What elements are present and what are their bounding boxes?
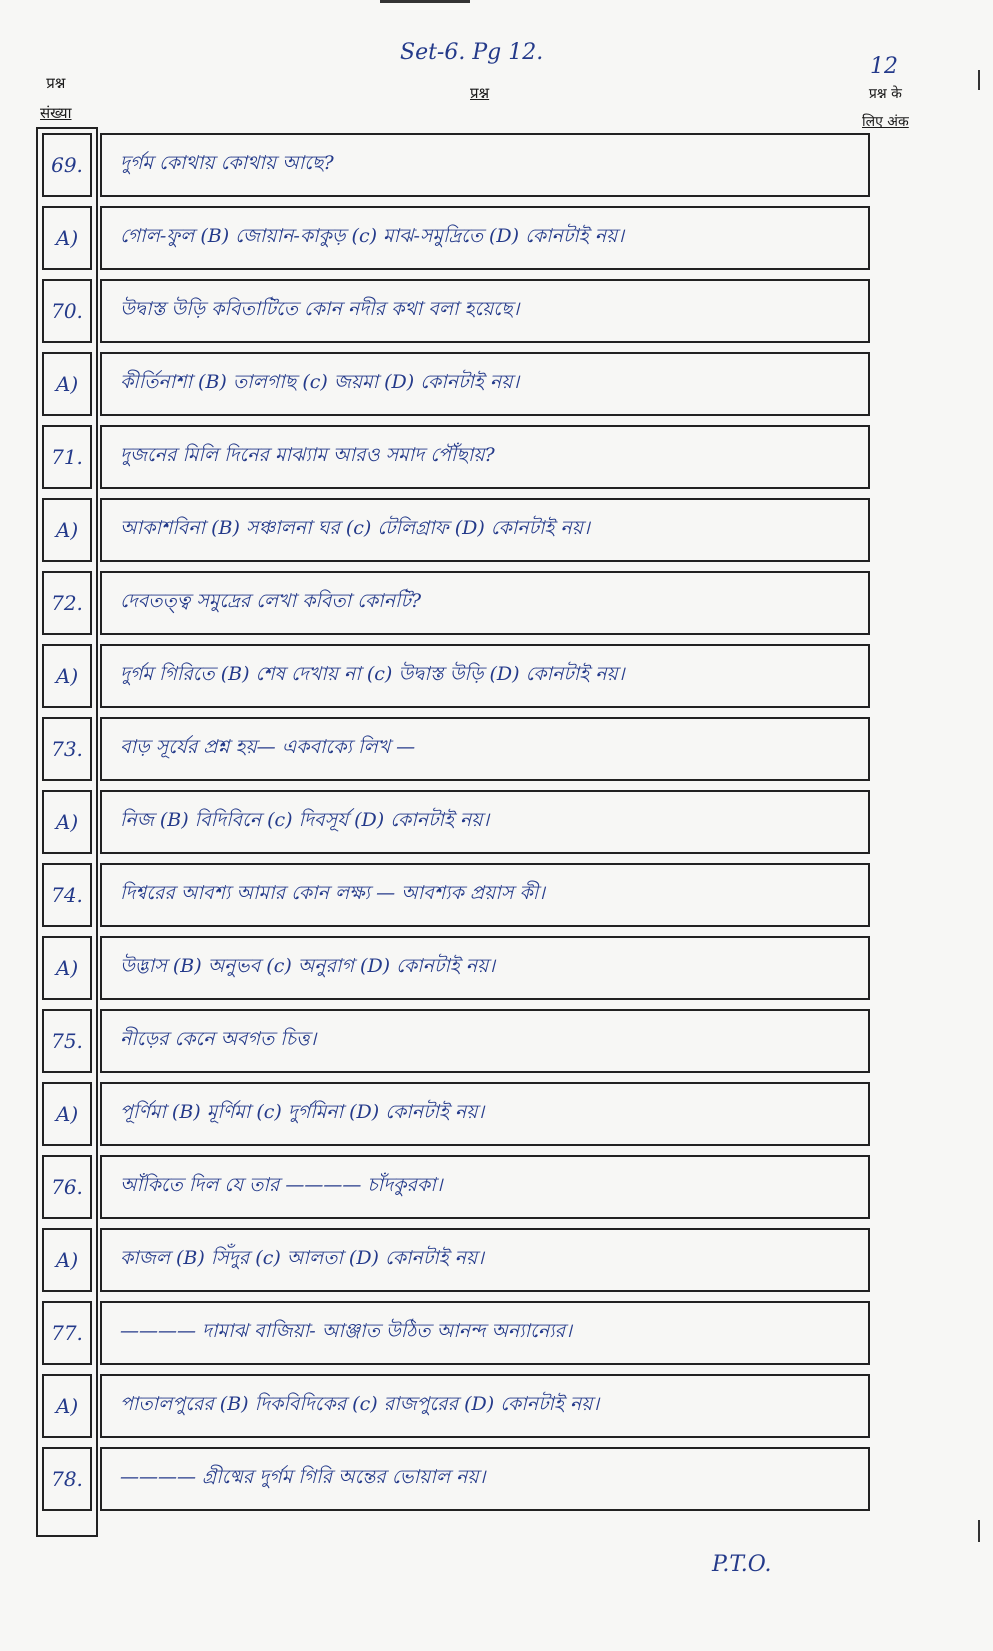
header-right-line1: प्रश्न के xyxy=(868,86,902,102)
question-number-cell: A) xyxy=(42,352,92,416)
question-number-header xyxy=(40,68,72,128)
header-left-line2: संख्या xyxy=(40,104,72,122)
marks-header xyxy=(862,80,909,136)
answer-line: দুজনের মিলি দিনের মাঝ্যাম আরও সমাদ পৌঁছায়? xyxy=(100,425,870,489)
footer-mark: P.T.O. xyxy=(712,1552,772,1577)
set-label: Set-6. Pg 12. xyxy=(400,40,544,65)
question-number-cell: 76. xyxy=(42,1155,92,1219)
margin-mark xyxy=(978,1520,980,1542)
answer-line: দুর্গম গিরিতে (B) শেষ দেখায় না (c) উদ্বাস্ত উড়ি (D) কোনটাই নয়। xyxy=(100,644,870,708)
question-number-cell: 69. xyxy=(42,133,92,197)
question-number-cell: 71. xyxy=(42,425,92,489)
answer-line: দুর্গম কোথায় কোথায় আছে? xyxy=(100,133,870,197)
question-number-cell: A) xyxy=(42,498,92,562)
answer-line: উদ্বাস্ত উড়ি কবিতাটিতে কোন নদীর কথা বলা হয়েছে। xyxy=(100,279,870,343)
question-number-cell: 72. xyxy=(42,571,92,635)
question-number-cell: A) xyxy=(42,1082,92,1146)
question-number-cell: A) xyxy=(42,644,92,708)
margin-mark xyxy=(978,70,980,90)
answer-line: কাজল (B) সিঁদুর (c) আলতা (D) কোনটাই নয়। xyxy=(100,1228,870,1292)
question-number-cell: 74. xyxy=(42,863,92,927)
answer-line: নিজ (B) বিদিবিনে (c) দিবসূর্য (D) কোনটাই নয়। xyxy=(100,790,870,854)
answer-line: দেবতত্ত্ব সমুদ্রের লেখা কবিতা কোনটি? xyxy=(100,571,870,635)
answer-line: ———— দামাঝ বাজিয়া- আঞ্জাত উঠিত আনন্দ অন্যান্যের। xyxy=(100,1301,870,1365)
answer-line: উদ্ভাস (B) অনুভব (c) অনুরাগ (D) কোনটাই নয়। xyxy=(100,936,870,1000)
question-number-cell: A) xyxy=(42,790,92,854)
answer-line: আঁকিতে দিল যে তার ———— চাঁদকুরকা। xyxy=(100,1155,870,1219)
question-number-cell: 73. xyxy=(42,717,92,781)
question-number-cell: A) xyxy=(42,936,92,1000)
question-number-cell: 75. xyxy=(42,1009,92,1073)
answer-line: কীর্তিনাশা (B) তালগাছ (c) জয়মা (D) কোনটাই নয়। xyxy=(100,352,870,416)
question-number-cell: A) xyxy=(42,1228,92,1292)
answer-line: গোল-ফুল (B) জোয়ান-কাকুড় (c) মাঝ-সমুদ্রিতে (D) কোনটাই নয়। xyxy=(100,206,870,270)
question-number-cell: 70. xyxy=(42,279,92,343)
answer-line: নীড়ের কেনে অবগত চিত্ত। xyxy=(100,1009,870,1073)
answer-line: ———— গ্রীষ্মের দুর্গম গিরি অন্তের ভোয়াল নয়। xyxy=(100,1447,870,1511)
question-number-cell: A) xyxy=(42,1374,92,1438)
answer-line: আকাশবিনা (B) সঞ্চালনা ঘর (c) টেলিগ্রাফ (D) কোনটাই নয়। xyxy=(100,498,870,562)
top-edge-mark xyxy=(380,0,470,3)
answer-line: দিশ্বরের আবশ্য আমার কোন লক্ষ্য — আবশ্যক প্রয়াস কী। xyxy=(100,863,870,927)
question-header: प्रश्न xyxy=(470,84,490,102)
answer-line: পূর্ণিমা (B) মূর্ণিমা (c) দুর্গমিনা (D) কোনটাই নয়। xyxy=(100,1082,870,1146)
page-mark: 12 xyxy=(870,54,898,79)
answer-line: পাতালপুরের (B) দিকবিদিকের (c) রাজপুরের (D) কোনটাই নয়। xyxy=(100,1374,870,1438)
question-number-cell: 78. xyxy=(42,1447,92,1511)
question-number-cell: A) xyxy=(42,206,92,270)
header-left-line1: प्रश्न xyxy=(46,74,66,92)
answer-line: বাড় সূর্যের প্রশ্ন হয়— একবাক্যে লিখ — xyxy=(100,717,870,781)
header-right-line2: लिए अंक xyxy=(862,114,909,130)
question-number-cell: 77. xyxy=(42,1301,92,1365)
